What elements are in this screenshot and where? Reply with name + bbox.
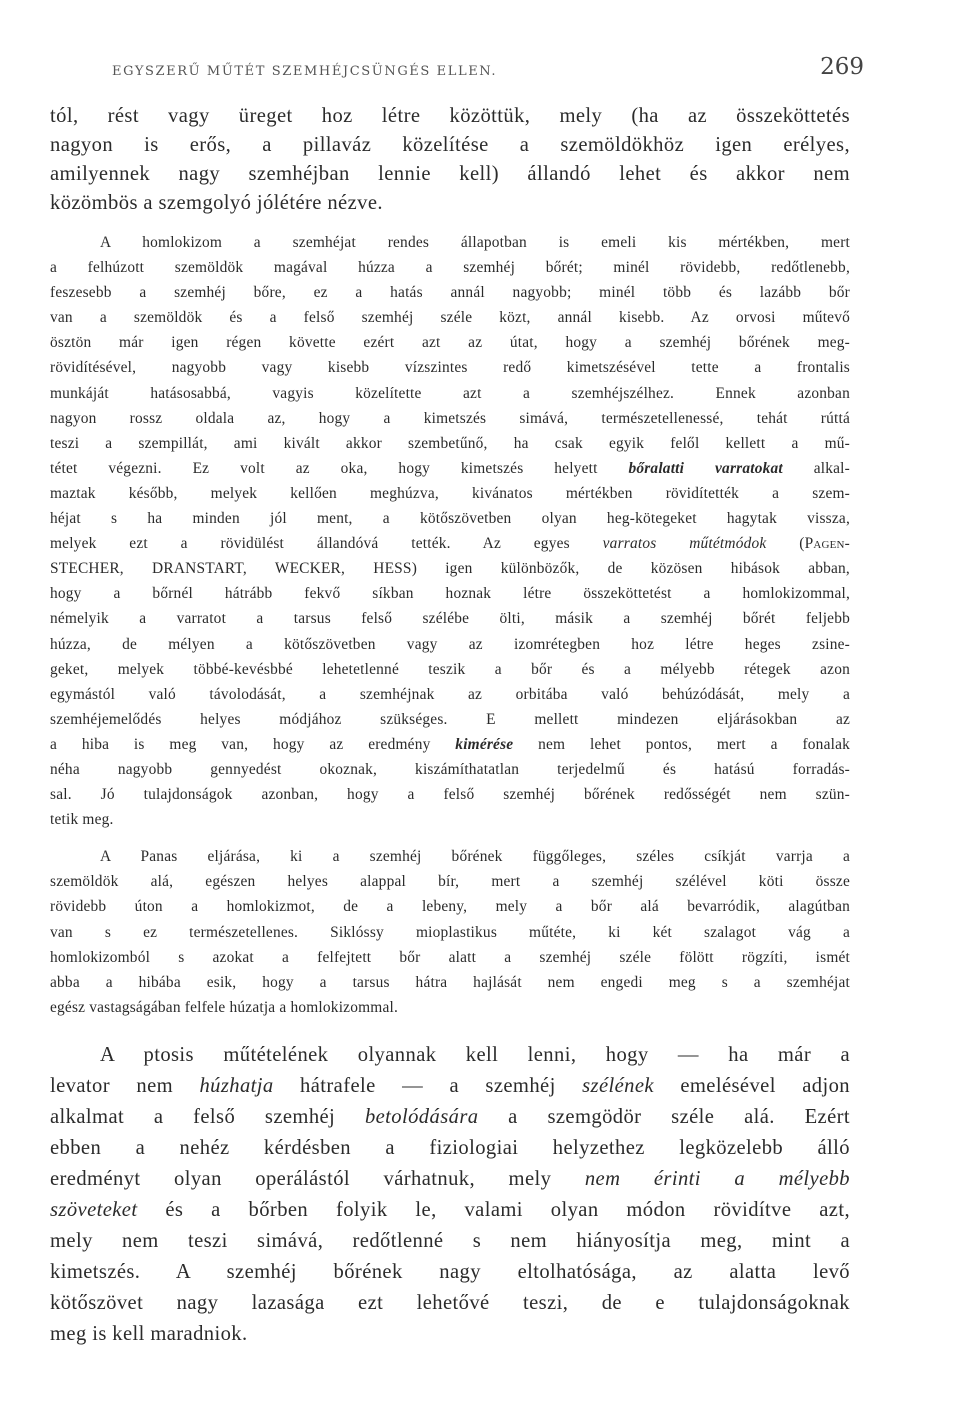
text-line: abba a hibába esik, hogy a tarsus hátra hajlását nem engedi meg s a szemhéjat xyxy=(50,973,850,991)
running-head-title: EGYSZERŰ MŰTÉT SZEMHÉJCSÜNGÉS ELLEN. xyxy=(112,64,498,79)
text-line: meg is kell maradniok. xyxy=(50,1322,248,1345)
emphasis-term: kimérése xyxy=(455,735,514,753)
text-line: A homlokizom a szemhéjat rendes állapotban is emeli kis mértékben, mert xyxy=(100,234,850,251)
text-run: nem lehet pontos, mert a fonalak xyxy=(513,735,850,753)
text-run: és a bőrben folyik le, valami olyan módon rövidítve azt, xyxy=(137,1198,850,1221)
paragraph-continuation xyxy=(50,102,850,218)
text-line: kötőszövet nagy lazasága ezt lehetővé teszi, de e tulajdonságoknak xyxy=(50,1291,850,1314)
text-line: kimetszés. A szemhéj bőrének nagy eltolhatósága, az alatta levő xyxy=(50,1260,850,1283)
text-line: hogy a bőrnél hátrább fekvő síkban hoznak létre összeköttetést a homlokizommal, xyxy=(50,585,850,603)
text-line: tetik meg. xyxy=(50,811,114,829)
text-line: geket, melyek többé-kevésbbé lehetetlenné teszik a bőr és a mélyebb rétegek azon xyxy=(50,660,850,678)
text-run: alkal- xyxy=(782,459,850,477)
text-line xyxy=(50,1164,850,1195)
emphasis-term: nem érinti a mélyebb xyxy=(584,1167,851,1190)
text-line: rövidítésével, nagyobb vagy kisebb vízszintes redő kimetszésével tette a frontalis xyxy=(50,359,850,377)
text-line: rövidebb úton a homlokizmot, de a lebeny, mely a bőr alá bevarródik, alagútban xyxy=(50,898,850,916)
text-run: ( xyxy=(766,535,805,553)
emphasis-term: betolódására xyxy=(364,1105,479,1128)
text-line: amilyennek nagy szemhéjban lennie kell) állandó lehet és akkor nem xyxy=(50,163,850,185)
text-line: ösztön már igen régen követte ezért azt az útat, hogy a szemhéj bőrének meg- xyxy=(50,334,850,352)
text-line: mely nem teszi simává, redőtlenné s nem hiányosítja meg, mint a xyxy=(50,1229,850,1252)
emphasis-term: húzhatja xyxy=(199,1074,274,1097)
text-run: a hiba is meg van, hogy az eredmény xyxy=(50,735,431,753)
text-line: van a szemöldök és a felső szemhéj széle közt, annál kisebb. Az orvosi műtevő xyxy=(50,309,850,327)
text-run: tétet végezni. Ez volt az oka, hogy kimetszés helyett xyxy=(50,459,598,477)
text-line: egész vastagságában felfele húzatja a homlokizommal. xyxy=(50,998,398,1016)
author-name: Pagen- xyxy=(804,535,850,553)
text-line xyxy=(50,1071,850,1102)
text-line xyxy=(50,1195,850,1226)
paragraph-panas xyxy=(50,844,850,1020)
text-line xyxy=(50,456,850,481)
text-line: feszesebb a szemhéj bőre, ez a hatás annál nagyobb; minél több és lazább bőr xyxy=(50,284,850,302)
emphasis-term: szöveteket xyxy=(50,1198,138,1221)
text-line xyxy=(50,732,850,757)
text-line: egymástól való távolodását, a szemhéjnak az orbitába való behúzódását, mely a xyxy=(50,685,850,703)
text-line: nagyon rossz oldala az, hogy a kimetszés simává, természetellenessé, tehát rúttá xyxy=(50,409,850,427)
text-line: van s ez természetellenes. Siklóssy mioplastikus műtéte, ki két szalagot vág a xyxy=(50,923,850,941)
text-line: szemöldök alá, egészen helyes alappal bír, mert a szemhéj szélével köti össze xyxy=(50,873,850,891)
emphasis-term: bőralatti varratokat xyxy=(628,459,783,477)
text-line: A ptosis műtételének olyannak kell lenni, hogy — ha már a xyxy=(100,1043,850,1066)
text-line: teszi a szempillát, ami kivált akkor szembetűnő, ha csak egyik felől kellett a mű- xyxy=(50,434,850,452)
text-run: melyek ezt a rövidülést állandóvá tették. Az egyes xyxy=(50,535,570,553)
text-line: sal. Jó tulajdonságok azonban, hogy a felső szemhéj bőrének redősségét nem szün- xyxy=(50,786,850,804)
text-line: ebben a nehéz kérdésben a fiziologiai helyzethez legközelebb álló xyxy=(50,1136,850,1159)
text-run: alkalmat a felső szemhéj xyxy=(50,1105,365,1128)
text-line: A Panas eljárása, ki a szemhéj bőrének függőleges, széles csíkját varrja a xyxy=(100,848,850,866)
text-line: maztak később, melyek kellően meghúzva, kivánatos mértékben rövidítették a szem- xyxy=(50,484,850,502)
text-line: némelyik a varratot a tarsus felső szélébe ölti, másik a szemhéj bőrét feljebb xyxy=(50,610,850,628)
text-run: hátrafele — a szemhéj xyxy=(273,1074,583,1097)
text-line: közömbös a szemgolyó jólétére nézve. xyxy=(50,192,383,214)
emphasis-term: szélének xyxy=(582,1074,654,1097)
text-run: emelésével adjon xyxy=(653,1074,850,1097)
text-line: STECHER, DRANSTART, WECKER, HESS) igen különbözők, de közösen hibások abban, xyxy=(50,560,850,578)
text-run: levator nem xyxy=(50,1074,200,1097)
paragraph-ptosis xyxy=(50,1040,850,1350)
text-run: a szemgödör széle alá. Ezért xyxy=(478,1105,851,1128)
page-number: 269 xyxy=(820,54,864,80)
running-head xyxy=(50,50,864,102)
text-line: a felhúzott szemöldök magával húzza a szemhéj bőrét; minél rövidebb, redőtlenebb, xyxy=(50,259,850,277)
text-line xyxy=(50,531,850,556)
text-line xyxy=(50,1102,850,1133)
text-line: néha nagyobb gennyedést okoznak, kiszámíthatatlan terjedelmű és hatású forradás- xyxy=(50,760,850,778)
text-line: munkáját hatásosabbá, vagyis közelítette azt a szemhéjszélhez. Ennek azonban xyxy=(50,384,850,402)
text-line: húzza, de mélyen a kötőszövetben vagy az izomrétegben hoz létre heges zsine- xyxy=(50,635,850,653)
text-line: szemhéjemelődés helyes módjához szükséges. E mellett mindezen eljárásokban az xyxy=(50,710,850,728)
text-line: tól, rést vagy üreget hoz létre közöttük, mely (ha az összeköttetés xyxy=(50,105,850,127)
text-line: héjat s ha minden jól ment, a kötőszövetben olyan heg-kötegeket hagytak vissza, xyxy=(50,510,850,528)
book-page xyxy=(50,50,864,1380)
text-line: nagyon is erős, a pillaváz közelítése a szemöldökhöz igen erélyes, xyxy=(50,134,850,156)
text-run: eredményt olyan operálástól várhatnuk, mely xyxy=(50,1167,585,1190)
paragraph-homlokizom xyxy=(50,230,850,832)
emphasis-term: varratos műtétmódok xyxy=(602,535,767,553)
text-line: homlokizomból s azokat a felfejtett bőr alatt a szemhéj széle fölött rögzíti, ismét xyxy=(50,948,850,966)
